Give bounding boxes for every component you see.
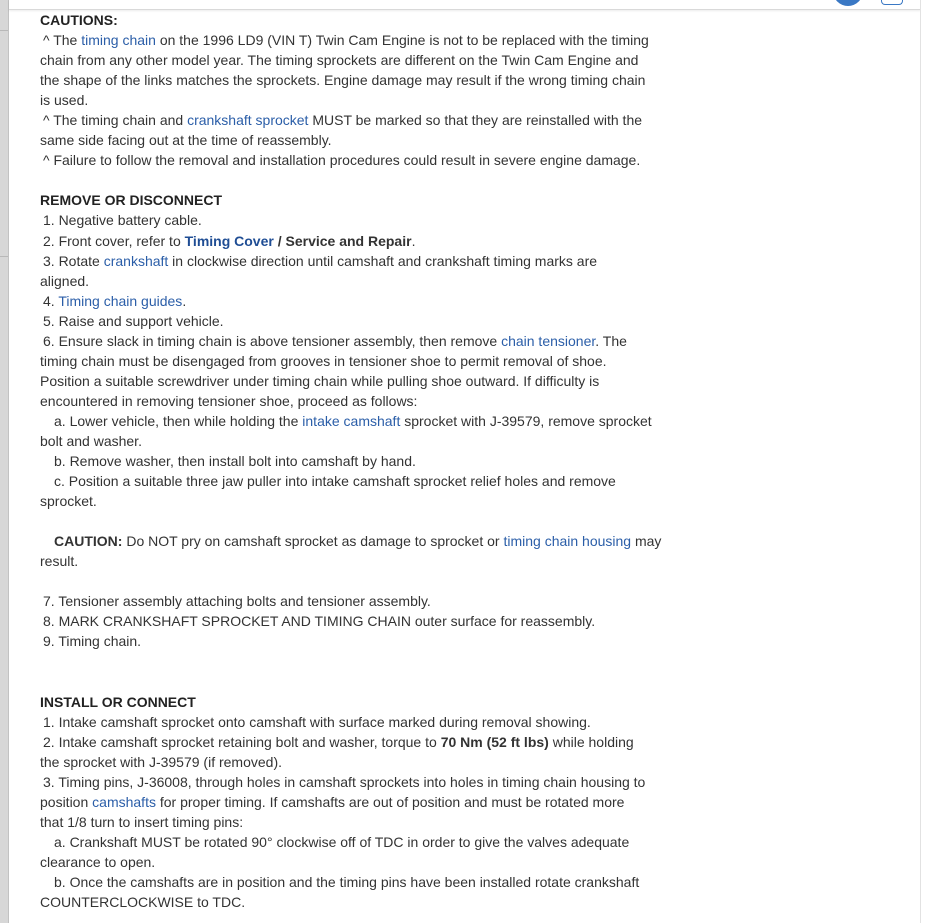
caution-label: CAUTION: (54, 533, 123, 550)
caution-note (40, 531, 670, 551)
remove-step-4 (40, 291, 670, 311)
step-text: position (40, 793, 93, 810)
step-text: 2. Front cover, refer to (43, 232, 185, 249)
caution-text: Do NOT pry on camshaft sprocket as damage to sprocket or (122, 533, 504, 550)
caution-item-3: ^ Failure to follow the removal and installation procedures could result in severe engine damage. (43, 152, 641, 169)
install-step-3: 3. Timing pins, J-36008, through holes in camshaft sprockets into holes in timing chain housing to (43, 773, 646, 790)
right-scrollbar[interactable] (920, 0, 939, 923)
caution-text: MUST be marked so that they are reinstalled with the (308, 112, 643, 129)
remove-step-7: 7. Tensioner assembly attaching bolts and tensioner assembly. (43, 593, 431, 610)
step-text: 3. Rotate (43, 252, 104, 269)
remove-step-3-line: aligned. (40, 272, 90, 289)
install-heading: INSTALL OR CONNECT (40, 693, 196, 710)
caution-text: on the 1996 LD9 (VIN T) Twin Cam Engine is not to be replaced with the timing (155, 32, 649, 49)
procedure-document (40, 10, 670, 912)
caution-item-2-line: same side facing out at the time of reassembly. (40, 132, 332, 149)
install-substep-a: a. Crankshaft MUST be rotated 90° clockwise off of TDC in order to give the valves adequate (54, 833, 630, 850)
timing-chain-link[interactable]: timing chain (81, 32, 156, 49)
remove-substep-c-line: sprocket. (40, 493, 97, 510)
install-step-1: 1. Intake camshaft sprocket onto camshaft with surface marked during removal showing. (43, 713, 591, 730)
remove-substep-c: c. Position a suitable three jaw puller into intake camshaft sprocket relief holes and remove (54, 473, 616, 490)
step-text: for proper timing. If camshafts are out of position and must be rotated more (155, 793, 625, 810)
install-step-2-line: the sprocket with J-39579 (if removed). (40, 753, 282, 770)
spacer (40, 652, 670, 672)
spacer (40, 672, 670, 692)
menu-icon[interactable] (881, 0, 903, 5)
step-text: in clockwise direction until camshaft and crankshaft timing marks are (168, 252, 598, 269)
install-substep-b: b. Once the camshafts are in position and the timing pins have been installed rotate crankshaft (54, 874, 640, 891)
step-text: while holding (548, 733, 634, 750)
step-text: . The (595, 332, 627, 349)
step-text: 6. Ensure slack in timing chain is above tensioner assembly, then remove (43, 332, 502, 349)
step-text: sprocket with J-39579, remove sprocket (400, 412, 652, 429)
remove-step-8: 8. MARK CRANKSHAFT SPROCKET AND TIMING CHAIN outer surface for reassembly. (43, 613, 596, 630)
remove-step-2 (40, 231, 670, 251)
timing-chain-housing-link[interactable]: timing chain housing (503, 533, 632, 550)
step-text: 2. Intake camshaft sprocket retaining bolt and washer, torque to (43, 733, 441, 750)
step-text: a. Lower vehicle, then while holding the (54, 412, 303, 429)
remove-step-1: 1. Negative battery cable. (43, 212, 202, 229)
user-avatar-icon[interactable] (833, 0, 863, 6)
remove-step-6-line: timing chain must be disengaged from grooves in tensioner shoe to permit removal of shoe. (40, 352, 607, 369)
caution-text: may (631, 533, 662, 550)
step-text: . (411, 232, 416, 249)
remove-step-6-line: Position a suitable screwdriver under timing chain while pulling shoe outward. If difficulty is (40, 372, 600, 389)
remove-heading: REMOVE OR DISCONNECT (40, 192, 223, 209)
remove-step-5: 5. Raise and support vehicle. (43, 312, 224, 329)
service-repair-text: / Service and Repair (273, 232, 412, 249)
spacer (40, 170, 670, 190)
strip-notch (0, 30, 8, 31)
timing-chain-guides-link[interactable]: Timing chain guides (58, 292, 183, 309)
left-scroll-strip (0, 0, 9, 923)
install-step-3-line (40, 792, 670, 812)
timing-cover-link[interactable]: Timing Cover (184, 232, 274, 249)
caution-item-1-line: chain from any other model year. The timing sprockets are different on the Twin Cam Engine and (40, 52, 639, 69)
crankshaft-link[interactable]: crankshaft (103, 252, 169, 269)
install-step-2 (40, 732, 670, 752)
remove-step-6 (40, 331, 670, 351)
top-toolbar (9, 0, 921, 10)
install-step-3-line: that 1/8 turn to insert timing pins: (40, 813, 244, 830)
caution-item-1 (40, 30, 670, 50)
remove-step-3 (40, 251, 670, 271)
remove-substep-a (40, 411, 670, 431)
remove-step-6-line: encountered in removing tensioner shoe, proceed as follows: (40, 392, 418, 409)
cautions-heading: CAUTIONS: (40, 12, 118, 28)
caution-text: ^ The (43, 32, 82, 49)
caution-item-1-line: is used. (40, 92, 89, 109)
step-text: . (182, 292, 187, 309)
chain-tensioner-link[interactable]: chain tensioner (501, 332, 596, 349)
install-substep-b-line: COUNTERCLOCKWISE to TDC. (40, 894, 246, 911)
remove-step-9: 9. Timing chain. (43, 633, 142, 650)
caution-item-2 (40, 110, 670, 130)
caution-text: ^ The timing chain and (43, 112, 188, 129)
spacer (40, 571, 670, 591)
torque-value: 70 Nm (52 ft lbs) (440, 733, 549, 750)
crankshaft-sprocket-link[interactable]: crankshaft sprocket (187, 112, 309, 129)
caution-note-line: result. (40, 553, 79, 570)
spacer (40, 511, 670, 531)
step-text: 4. (43, 292, 59, 309)
caution-item-1-line: the shape of the links matches the sprockets. Engine damage may result if the wrong timing chain (40, 72, 646, 89)
camshafts-link[interactable]: camshafts (92, 793, 156, 810)
remove-substep-b: b. Remove washer, then install bolt into camshaft by hand. (54, 453, 416, 470)
install-substep-a-line: clearance to open. (40, 853, 156, 870)
strip-notch (0, 256, 8, 257)
intake-camshaft-link[interactable]: intake camshaft (302, 412, 401, 429)
remove-substep-a-line: bolt and washer. (40, 432, 142, 449)
